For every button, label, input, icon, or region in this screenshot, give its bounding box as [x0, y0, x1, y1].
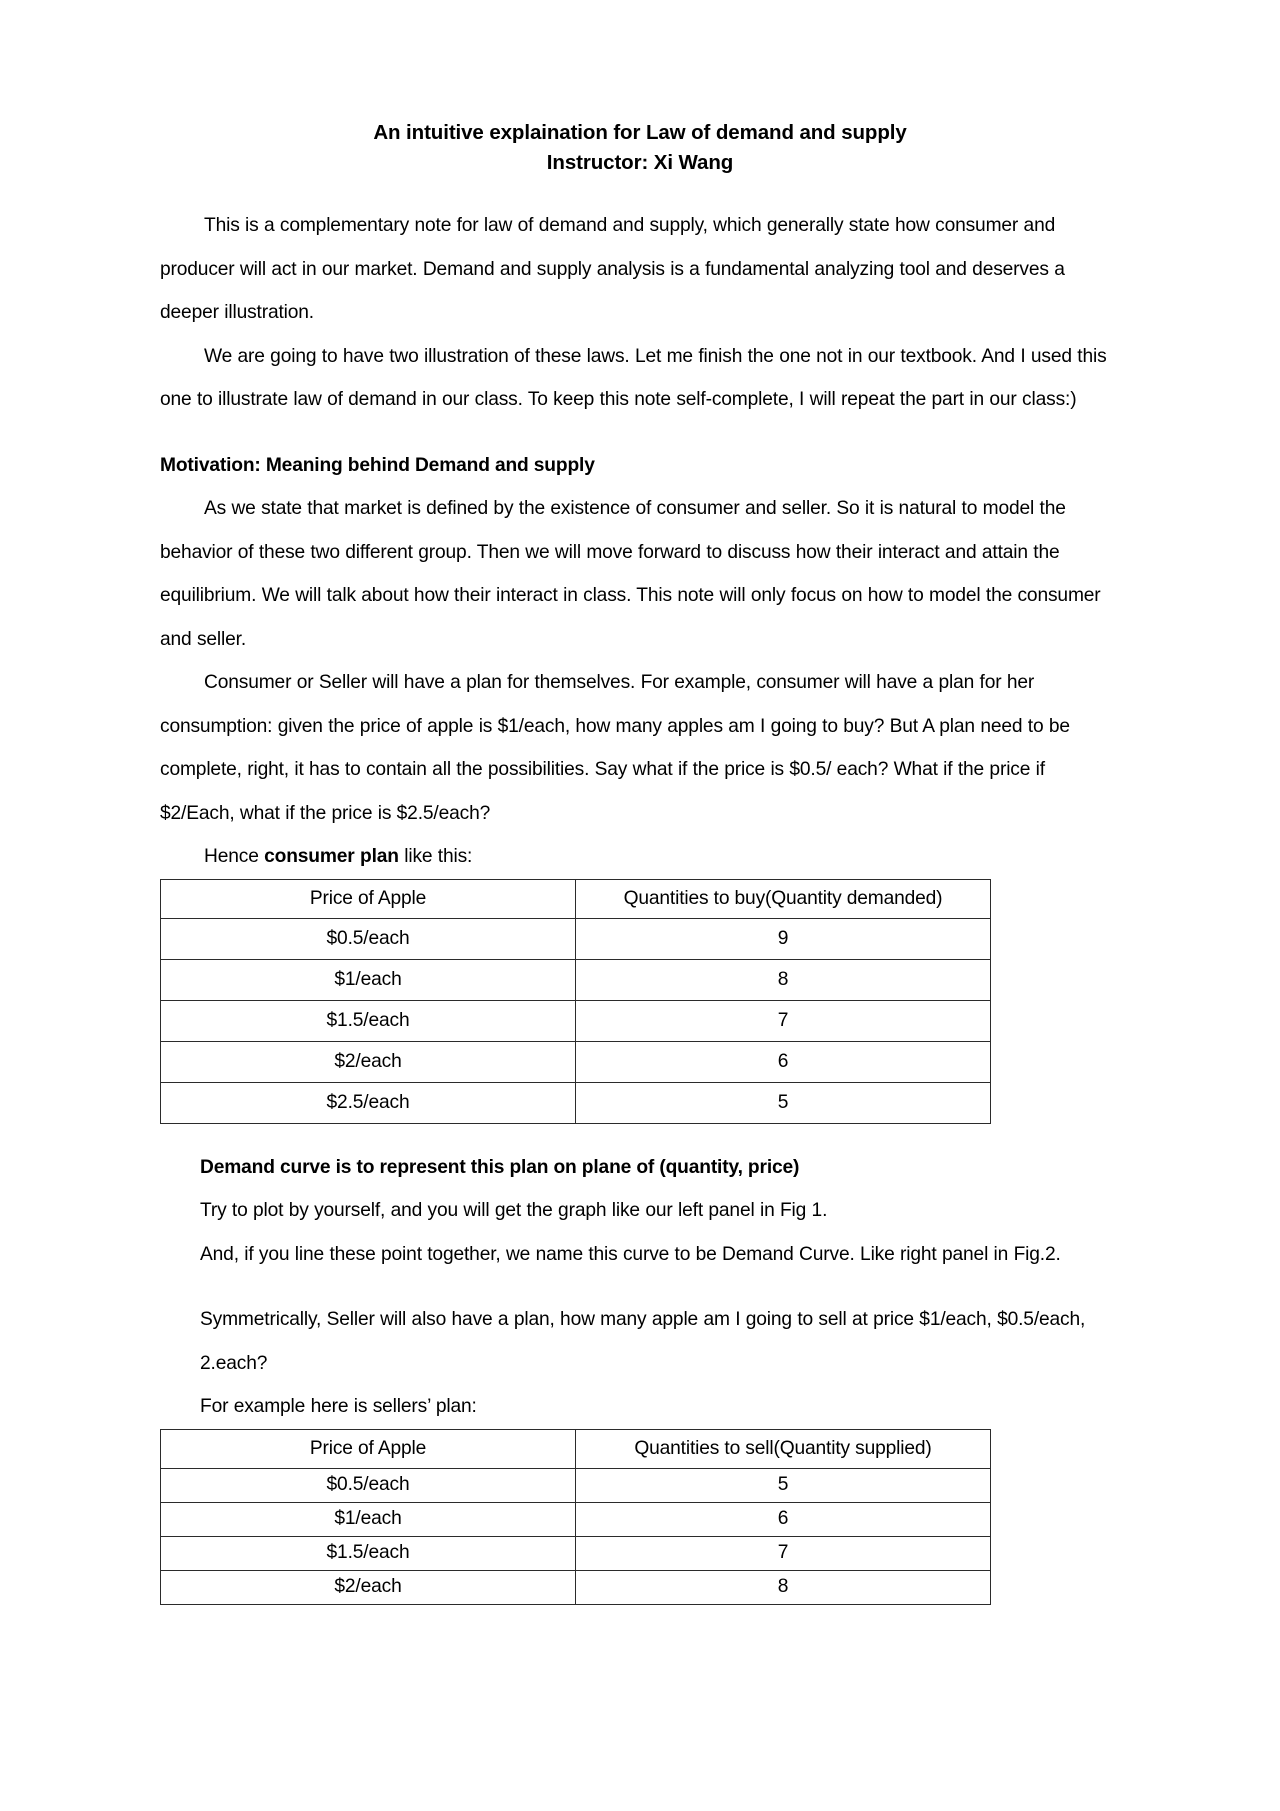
- table-row: [161, 1000, 991, 1041]
- seller-plan-table: [160, 1429, 991, 1605]
- intro-paragraph-2: We are going to have two illustration of these laws. Let me finish the one not in our textbook. And I used this one to illustrate law of demand in our class. To keep this note self-complete, I will repeat the part in our class:): [160, 345, 1107, 410]
- cell-quantity: 6: [576, 1041, 991, 1082]
- table-header-row: [161, 1429, 991, 1468]
- table-row: [161, 1570, 991, 1604]
- spacer: [160, 178, 1120, 204]
- cell-quantity: 5: [576, 1468, 991, 1502]
- table-row: [161, 918, 991, 959]
- cell-price: $0.5/each: [161, 918, 576, 959]
- cell-quantity: 6: [576, 1502, 991, 1536]
- spacer: [160, 1124, 1120, 1146]
- cell-price: $1/each: [161, 959, 576, 1000]
- cell-quantity: 8: [576, 959, 991, 1000]
- table-row: [161, 1536, 991, 1570]
- cell-price: $1.5/each: [161, 1536, 576, 1570]
- cell-quantity: 7: [576, 1000, 991, 1041]
- cell-price: $2/each: [161, 1041, 576, 1082]
- table-row: [161, 1502, 991, 1536]
- demand-curve-paragraph-1: Try to plot by yourself, and you will get the graph like our left panel in Fig 1.: [200, 1200, 828, 1221]
- page-subtitle: Instructor: Xi Wang: [546, 151, 734, 174]
- table-row: [161, 959, 991, 1000]
- motivation-paragraph-1: As we state that market is defined by the existence of consumer and seller. So it is natural to model the behavior of these two different group. Then we will move forward to discuss how their interact and attain the equilibrium. We will talk about how their interact in class. This note will only focus on how to model the consumer and seller.: [160, 498, 1101, 650]
- cell-quantity: 5: [576, 1082, 991, 1123]
- consumer-table-lead: [160, 835, 1120, 879]
- spacer: [160, 1276, 1120, 1298]
- page-title: An intuitive explaination for Law of demand and supply: [373, 121, 907, 144]
- cell-price: $1.5/each: [161, 1000, 576, 1041]
- cell-price: $1/each: [161, 1502, 576, 1536]
- cell-price: $2/each: [161, 1570, 576, 1604]
- table-row: [161, 1041, 991, 1082]
- lead-prefix: Hence: [204, 846, 265, 867]
- demand-curve-heading: Demand curve is to represent this plan on plane of (quantity, price): [200, 1156, 800, 1178]
- cell-price: $2.5/each: [161, 1082, 576, 1123]
- consumer-plan-table: [160, 879, 991, 1124]
- motivation-heading: Motivation: Meaning behind Demand and supply: [160, 454, 595, 476]
- seller-table-lead: For example here is sellers’ plan:: [200, 1396, 477, 1417]
- cell-price: $0.5/each: [161, 1468, 576, 1502]
- column-header-price: Price of Apple: [161, 879, 576, 918]
- cell-quantity: 7: [576, 1536, 991, 1570]
- column-header-quantity: Quantities to sell(Quantity supplied): [576, 1429, 991, 1468]
- cell-quantity: 9: [576, 918, 991, 959]
- table-row: [161, 1082, 991, 1123]
- cell-quantity: 8: [576, 1570, 991, 1604]
- seller-plan-table-wrapper: [160, 1429, 1120, 1605]
- consumer-plan-table-wrapper: [160, 879, 1120, 1124]
- lead-bold-term: consumer plan: [264, 846, 399, 867]
- column-header-quantity: Quantities to buy(Quantity demanded): [576, 879, 991, 918]
- seller-paragraph-1: Symmetrically, Seller will also have a plan, how many apple am I going to sell at price $1/each, $0.5/each, 2.each?: [200, 1309, 1086, 1374]
- table-header-row: [161, 879, 991, 918]
- column-header-price: Price of Apple: [161, 1429, 576, 1468]
- demand-curve-paragraph-2: And, if you line these point together, we name this curve to be Demand Curve. Like right panel in Fig.2.: [200, 1243, 1061, 1265]
- lead-suffix: like this:: [398, 846, 473, 867]
- intro-paragraph-1: This is a complementary note for law of demand and supply, which generally state how consumer and producer will act in our market. Demand and supply analysis is a fundamental analyzing tool and deserves a deeper illustration.: [160, 215, 1065, 323]
- table-row: [161, 1468, 991, 1502]
- spacer: [160, 422, 1120, 444]
- motivation-paragraph-2: Consumer or Seller will have a plan for themselves. For example, consumer will have a plan for her consumption: given the price of apple is $1/each, how many apples am I going to buy? But A plan need to be complete, right, it has to contain all the possibilities. Say what if the price is $0.5/ each? What if the price if $2/Each, what if the price is $2.5/each?: [160, 672, 1070, 824]
